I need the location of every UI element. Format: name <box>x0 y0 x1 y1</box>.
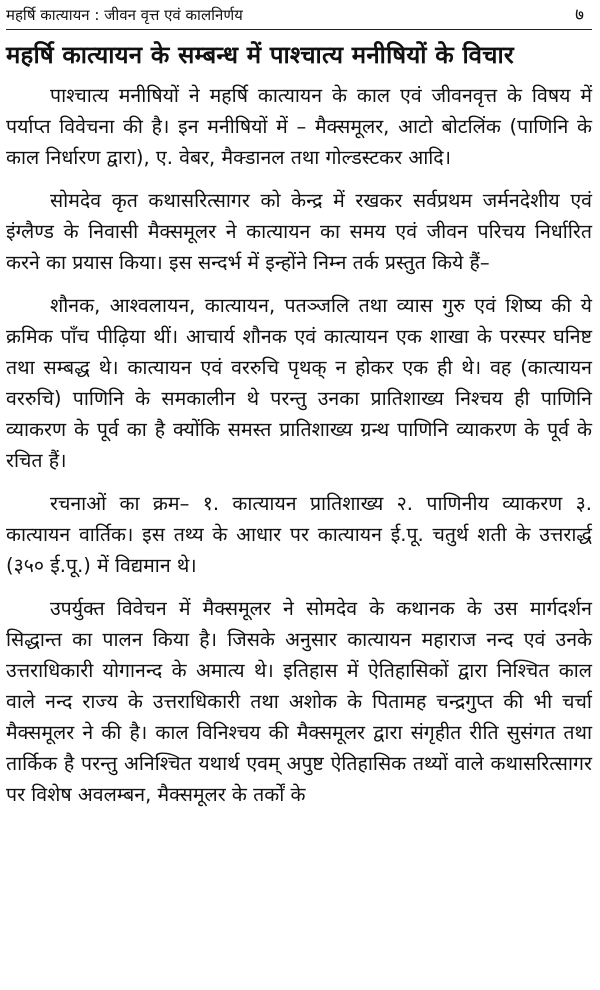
paragraph: सोमदेव कृत कथासरित्सागर को केन्द्र में रखकर सर्वप्रथम जर्मनदेशीय एवं इंग्लैण्ड के निवासी मैक्समूलर ने कात्यायन का समय एवं जीवन परिचय निर्धारित करने का प्रयास किया। इस सन्दर्भ में इन्होंने निम्न तर्क प्रस्तुत किये हैं– <box>6 189 592 274</box>
page-number: ७ <box>575 5 584 25</box>
paragraph: शौनक, आश्वलायन, कात्यायन, पतञ्जलि तथा व्यास गुरु एवं शिष्य की ये क्रमिक पाँच पीढ़िया थीं। आचार्य शौनक एवं कात्यायन एक शाखा के परस्पर घनिष्ट तथा सम्बद्ध थे। कात्यायन एवं वररुचि पृथक् न होकर एक ही थे। वह (कात्यायन वररुचि) पाणिनि के समकालीन थे परन्तु उनका प्रातिशाख्य निश्चय ही पाणिनि व्याकरण के पूर्व का है क्योंकि समस्त प्रातिशाख्य ग्रन्थ पाणिनि व्याकरण के पूर्व के रचित हैं। <box>6 294 592 472</box>
page-content <box>6 38 592 822</box>
paragraph: उपर्युक्त विवेचन में मैक्समूलर ने सोमदेव के कथानक के उस मार्गदर्शन सिद्धान्त का पालन किया है। जिसके अनुसार कात्यायन महाराज नन्द एवं उनके उत्तराधिकारी योगानन्द के अमात्य थे। इतिहास में ऐतिहासिकों द्वारा निश्चित काल वाले नन्द राज्य के उत्तराधिकारी तथा अशोक के पितामह चन्द्रगुप्त की भी चर्चा मैक्समूलर ने की है। काल विनिश्चय की मैक्समूलर द्वारा संगृहीत रीति सुसंगत तथा तार्किक है परन्तु अनिश्चित यथार्थ एवम् अपुष्ट ऐतिहासिक तथ्यों वाले कथासरित्सागर पर विशेष अवलम्बन, मैक्समूलर के तर्कों के <box>6 597 592 806</box>
running-title: महर्षि कात्यायन : जीवन वृत्त एवं कालनिर्णय <box>6 6 243 24</box>
section-heading: महर्षि कात्यायन के सम्बन्ध में पाश्चात्य मनीषियों के विचार <box>6 41 514 69</box>
paragraph: रचनाओं का क्रम– १. कात्यायन प्रातिशाख्य २. पाणिनीय व्याकरण ३. कात्यायन वार्तिक। इस तथ्य के आधार पर कात्यायन ई.पू. चतुर्थ शती के उत्तरार्द्ध (३५० ई.पू.) में विद्यमान थे। <box>6 492 592 577</box>
running-header <box>6 0 592 30</box>
paragraph: पाश्चात्य मनीषियों ने महर्षि कात्यायन के काल एवं जीवनवृत्त के विषय में पर्याप्त विवेचना की है। इन मनीषियों में – मैक्समूलर, आटो बोटलिंक (पाणिनि के काल निर्धारण द्वारा), ए. वेबर, मैक्डानल तथा गोल्डस्टकर आदि। <box>6 84 592 169</box>
